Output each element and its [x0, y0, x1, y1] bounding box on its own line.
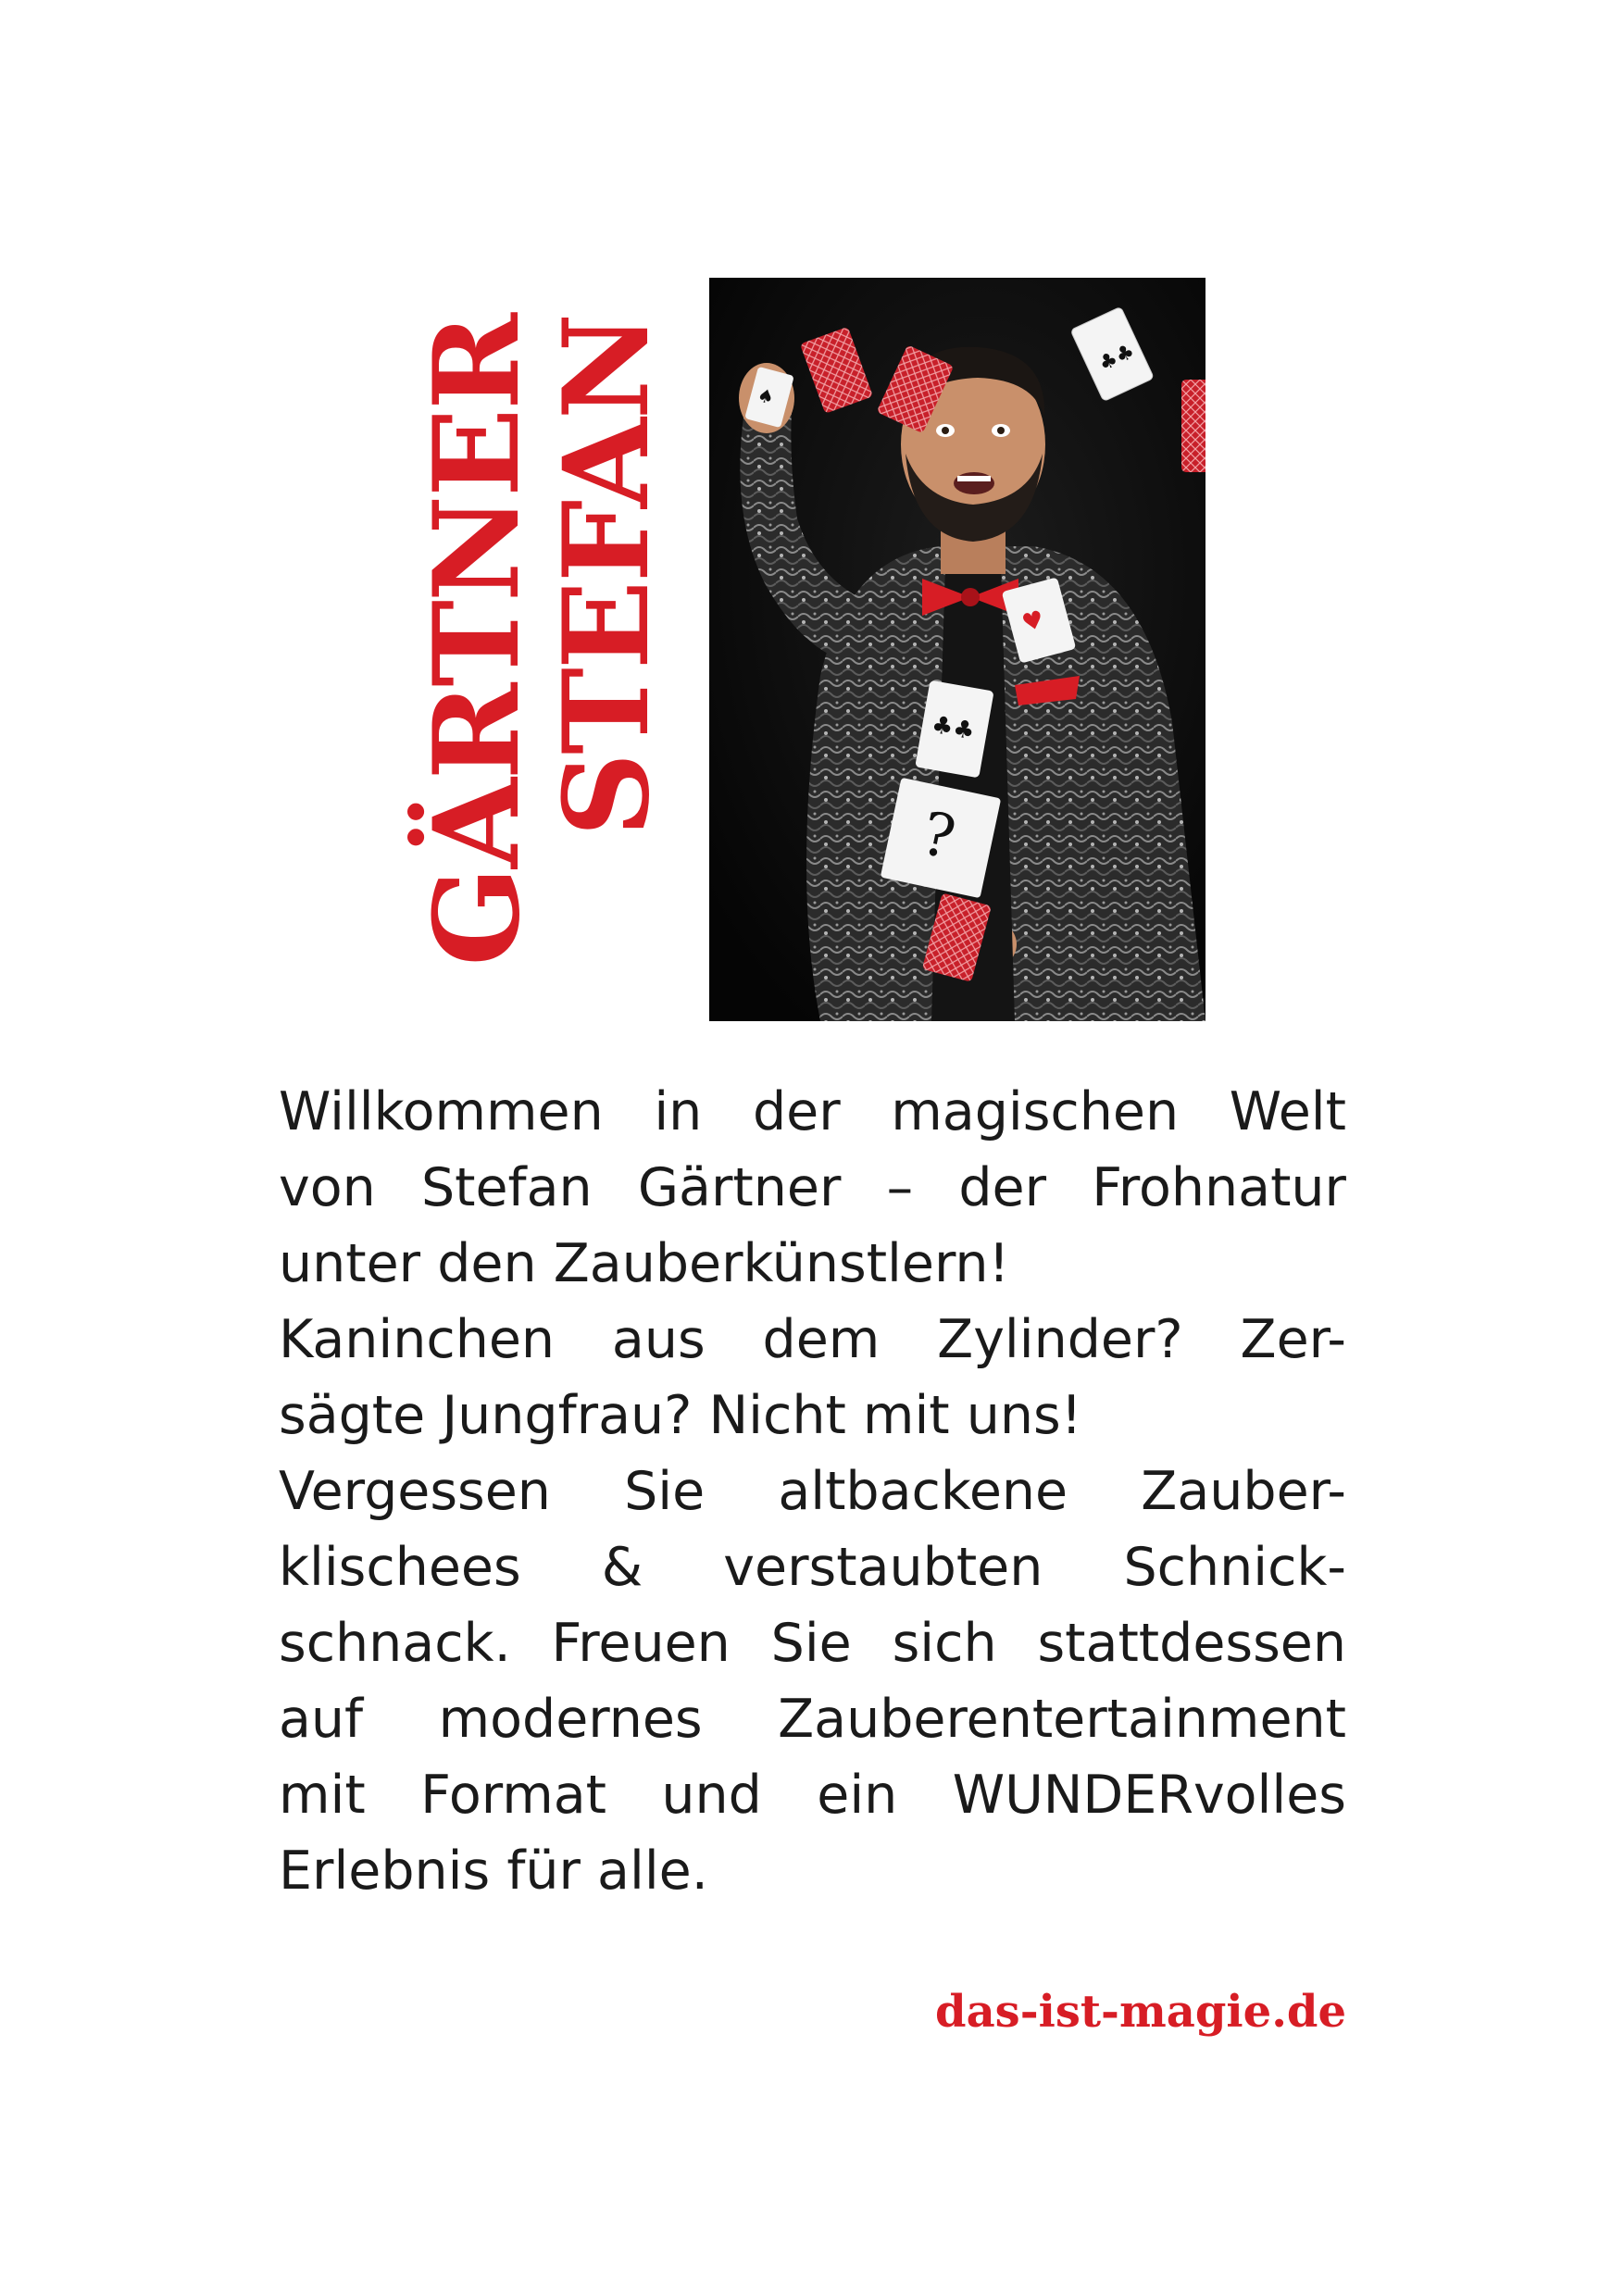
body-line: mit Format und ein WUNDERvolles	[279, 1765, 1346, 1826]
body-line: Vergessen Sie altbackene Zauber-	[279, 1461, 1346, 1522]
question-card-symbol: ?	[915, 799, 961, 874]
magician-photo	[709, 278, 1206, 1021]
magician-photo-illustration	[709, 278, 1206, 1021]
body-line: sägte Jungfrau? Nicht mit uns!	[279, 1385, 1082, 1446]
title-line-gaertner: GÄRTNER	[408, 315, 545, 967]
title-rotated	[408, 315, 676, 1000]
body-line: Willkommen in der magischen Welt	[279, 1081, 1346, 1142]
body-line: Erlebnis für alle.	[279, 1841, 708, 1902]
svg-text:♠: ♠	[755, 383, 777, 409]
svg-text:♣♣: ♣♣	[1095, 340, 1139, 377]
svg-text:♥: ♥	[1018, 605, 1048, 639]
body-line: auf modernes Zauberentertainment	[279, 1689, 1346, 1750]
body-line: Kaninchen aus dem Zylinder? Zer-	[279, 1309, 1346, 1370]
body-line: unter den Zauberkünstlern!	[279, 1233, 1010, 1294]
vertical-title	[408, 315, 676, 1000]
website-link[interactable]: das-ist-magie.de	[935, 1986, 1346, 2038]
svg-text:♣♣: ♣♣	[929, 710, 977, 746]
title-line-stefan: STEFAN	[538, 315, 675, 837]
body-line: von Stefan Gärtner – der Frohnatur	[279, 1157, 1346, 1218]
intro-paragraph	[279, 1074, 1346, 1909]
body-line: klischees & verstaubten Schnick-	[279, 1537, 1346, 1598]
body-line: schnack. Freuen Sie sich stattdessen	[279, 1613, 1346, 1674]
